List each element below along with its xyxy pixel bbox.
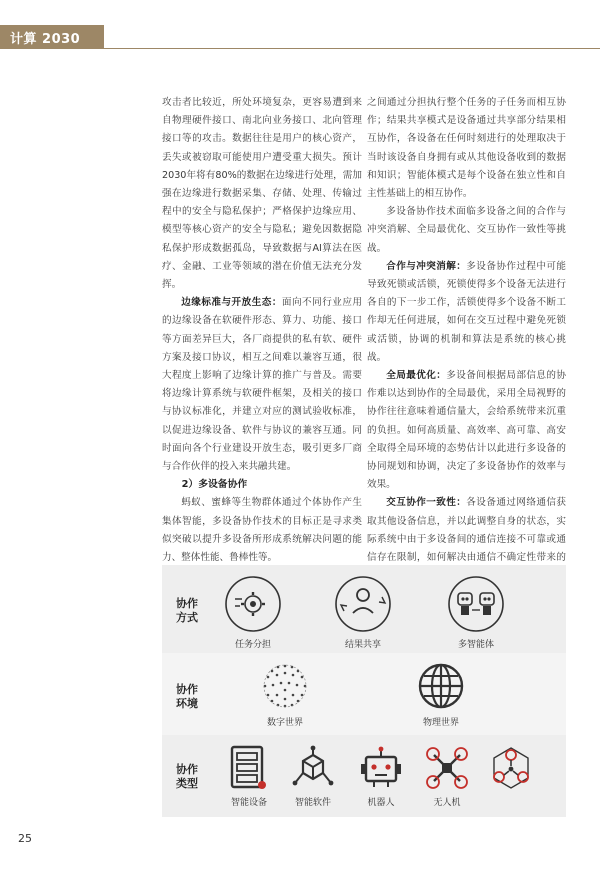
paragraph-text: 多设备间根据局部信息的协作难以达到协作的全局最优，采用全局视野的协作往往意味着通信量大，会给系统带来沉重的负担。如何高质量、高效率、高可靠、高安全取得全局环境的态势估计以此进行多设备的协同规划和协调，决定了多设备协作的效率与效果。: [367, 370, 567, 491]
paragraph: 蚂蚁、蜜蜂等生物群体通过个体协作产生集体智能，多设备协作技术的目标正是寻求类似突破以提升多设备所形成系统解决问题的能力、整体性能、鲁棒性等。: [162, 497, 362, 564]
right-column: [367, 94, 566, 604]
caption-result-sharing: 结果共享: [344, 640, 381, 650]
paragraph: 攻击者比较近，所处环境复杂，更容易遭到来自物理硬件接口、南北向业务接口、北向管理接口等的攻击。数据往往是用户的核心资产，丢失或被窃取可能使用户遭受重大损失。预计2030年将有80%的数据在边缘进行处理，需加强在边缘进行数据采集、存储、处理、传输过程中的安全与隐私保护；严格保护边缘应用、模型等核心资产的安全与隐私；避免因数据隐私保护形成数据孤岛，导致数据与AI算法在医疗、金融、工业等领域的潜在价值无法充分发挥。: [162, 97, 362, 291]
bold-lead: 交互协作一致性：: [386, 497, 467, 509]
paragraph: 之间通过分担执行整个任务的子任务而相互协作；结果共享模式是设备通过共享部分结果相互协作，各设备在任何时刻进行的处理取决于当时该设备自身拥有或从其他设备收到的数据和知识；智能体模式是每个设备在独立性和自主性基础上的相互协作。: [367, 97, 566, 200]
caption-physical-world: 物理世界: [422, 718, 459, 728]
caption-multi-agent: 多智能体: [457, 640, 494, 650]
caption-smart-device: 智能设备: [230, 798, 267, 808]
paragraph-text: 各设备通过网络通信获取其他设备信息，并以此调整自身的状态，实际系统中由于多设备间的通信连接不可靠或通信存在限制，如何解决由通信不确定性带来的: [367, 497, 567, 564]
bold-lead: 合作与冲突消解：: [386, 260, 467, 272]
section-heading: 2）多设备协作: [181, 479, 248, 491]
left-column: [162, 94, 362, 604]
drone-icon: [424, 745, 470, 791]
caption-drone: 无人机: [433, 798, 461, 808]
paragraph: [367, 367, 566, 494]
network-hex-icon: [488, 745, 534, 791]
paragraph-text: 面向不同行业应用的边缘设备在软硬件形态、算力、功能、接口等方面差异巨大，各厂商提供的私有软、硬件方案及接口协议，相互之间难以兼容互通，很大程度上影响了边缘计算的推广与普及。需要将边缘计算系统与软硬件框架，及相关的接口与协议标准化，并建立对应的测试验收标准，以促进边缘设备、软件与协议的兼容互通。同时面向各个行业建设开放生态，吸引更多厂商与合作伙伴的投入来共融共建。: [162, 297, 363, 473]
bold-lead: 全局最优化：: [386, 370, 447, 382]
paragraph: [162, 294, 362, 476]
band-collab-env: [162, 653, 566, 735]
result-sharing-icon: [332, 573, 394, 635]
caption-digital-world: 数字世界: [266, 718, 303, 728]
row-label-mode: 协作 方式: [176, 597, 198, 624]
collaboration-diagram: [162, 565, 566, 817]
header-rule: [104, 48, 600, 49]
bold-lead: 边缘标准与开放生态：: [181, 297, 282, 309]
row-label-type: 协作 类型: [176, 763, 198, 790]
row-label-env: 协作 环境: [176, 683, 198, 710]
task-sharing-icon: [222, 573, 284, 635]
multi-agent-icon: [445, 573, 507, 635]
paragraph: 多设备协作技术面临多设备之间的合作与冲突消解、全局最优化、交互协作一致性等挑战。: [367, 206, 566, 254]
smart-device-icon: [228, 745, 268, 791]
caption-robot: 机器人: [367, 798, 395, 808]
digital-world-icon: [260, 661, 310, 711]
header-title: 计算 2030: [10, 32, 81, 47]
paragraph-text: 多设备协作过程中可能导致死锁或活锁，死锁使得多个设备无法进行各自的下一步工作，活锁使得多个设备不断工作却无任何进展，如何在交互过程中避免死锁或活锁，协调的机制和算法是系统的核心挑战。: [367, 260, 567, 363]
smart-software-cube-icon: [290, 745, 336, 791]
caption-task-sharing: 任务分担: [234, 640, 271, 650]
physical-world-globe-icon: [416, 661, 466, 711]
robot-icon: [358, 745, 404, 791]
caption-smart-software: 智能软件: [294, 798, 331, 808]
page-number: 25: [18, 832, 32, 845]
paragraph: [367, 258, 566, 367]
